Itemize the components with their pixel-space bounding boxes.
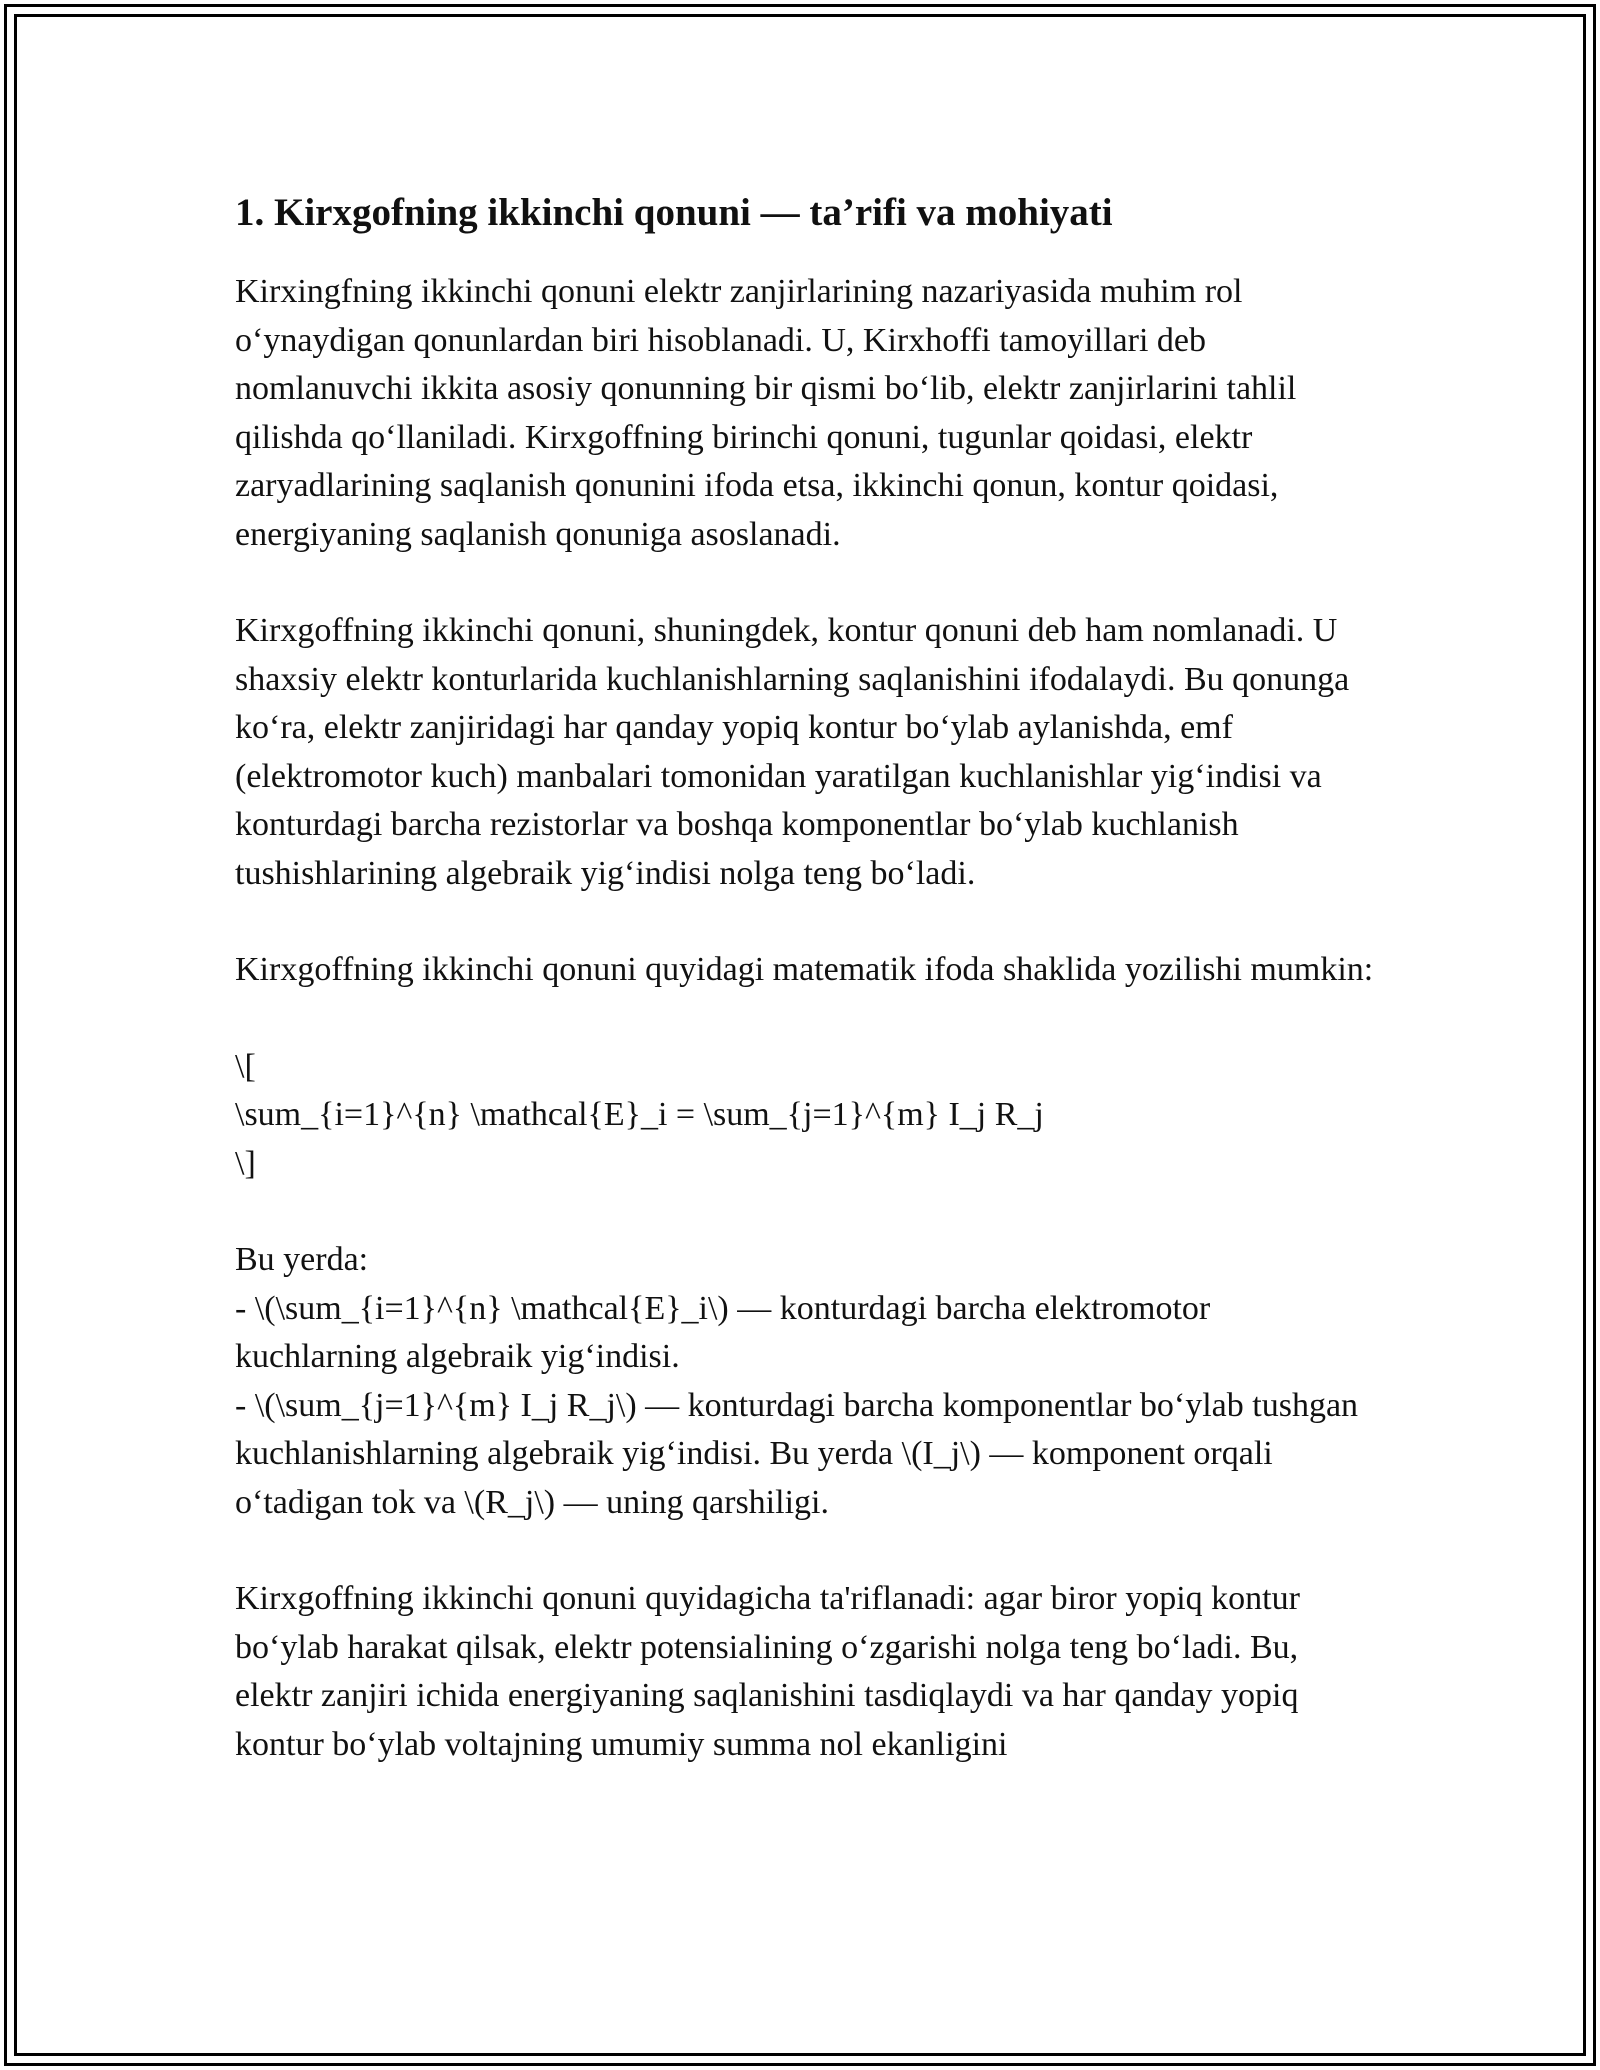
definition-item-emf: - \(\sum_{i=1}^{n} \mathcal{E}_i\) — konturdagi barcha elektromotor kuchlarning algebraik yig‘indisi.	[235, 1289, 1211, 1375]
formula-body: \sum_{i=1}^{n} \mathcal{E}_i = \sum_{j=1}^{m} I_j R_j	[235, 1096, 1044, 1133]
definition-item-voltage-drop: - \(\sum_{j=1}^{m} I_j R_j\) — konturdagi barcha komponentlar bo‘ylab tushgan kuchlanishlarning algebraik yig‘indisi. Bu yerda \(I_j\) — komponent orqali o‘tadigan tok va \(R_j\) — uning qarshiligi.	[235, 1386, 1359, 1521]
formula-open: \[	[235, 1047, 256, 1085]
definitions-intro: Bu yerda:	[235, 1241, 369, 1278]
section-heading: 1. Kirxgofning ikkinchi qonuni — ta’rifi va mohiyati	[235, 191, 1113, 234]
paragraph-closing: Kirxgoffning ikkinchi qonuni quyidagicha ta'riflanadi: agar biror yopiq kontur bo‘ylab harakat qilsak, elektr potensialining o‘zgarishi nolga teng bo‘ladi. Bu, elektr zanjiri ichida energiyaning saqlanishini tasdiqlaydi va har qanday yopiq kontur bo‘ylab voltajning umumiy summa nol ekanligini	[235, 1580, 1300, 1763]
document-body	[235, 186, 1375, 1817]
definitions-block	[235, 1236, 1375, 1527]
paragraph-formula-intro: Kirxgoffning ikkinchi qonuni quyidagi matematik ifoda shaklida yozilishi mumkin:	[235, 951, 1374, 988]
paragraph-intro: Kirxingfning ikkinchi qonuni elektr zanjirlarining nazariyasida muhim rol o‘ynaydigan qonunlardan biri hisoblanadi. U, Kirxhoffi tamoyillari deb nomlanuvchi ikkita asosiy qonunning bir qismi bo‘lib, elektr zanjirlarini tahlil qilishda qo‘llaniladi. Kirxgoffning birinchi qonuni, tugunlar qoidasi, elektr zaryadlarining saqlanish qonunini ifoda etsa, ikkinchi qonun, kontur qoidasi, energiyaning saqlanish qonuniga asoslanadi.	[235, 273, 1297, 553]
formula-block	[235, 1043, 1375, 1189]
paragraph-contour-law: Kirxgoffning ikkinchi qonuni, shuningdek, kontur qonuni deb ham nomlanadi. U shaxsiy elektr konturlarida kuchlanishlarning saqlanishini ifodalaydi. Bu qonunga ko‘ra, elektr zanjiridagi har qanday yopiq kontur bo‘ylab aylanishda, emf (elektromotor kuch) manbalari tomonidan yaratilgan kuchlanishlar yig‘indisi va konturdagi barcha rezistorlar va boshqa komponentlar bo‘ylab kuchlanish tushishlarining algebraik yig‘indisi nolga teng bo‘ladi.	[235, 612, 1350, 892]
formula-close: \]	[235, 1144, 256, 1182]
